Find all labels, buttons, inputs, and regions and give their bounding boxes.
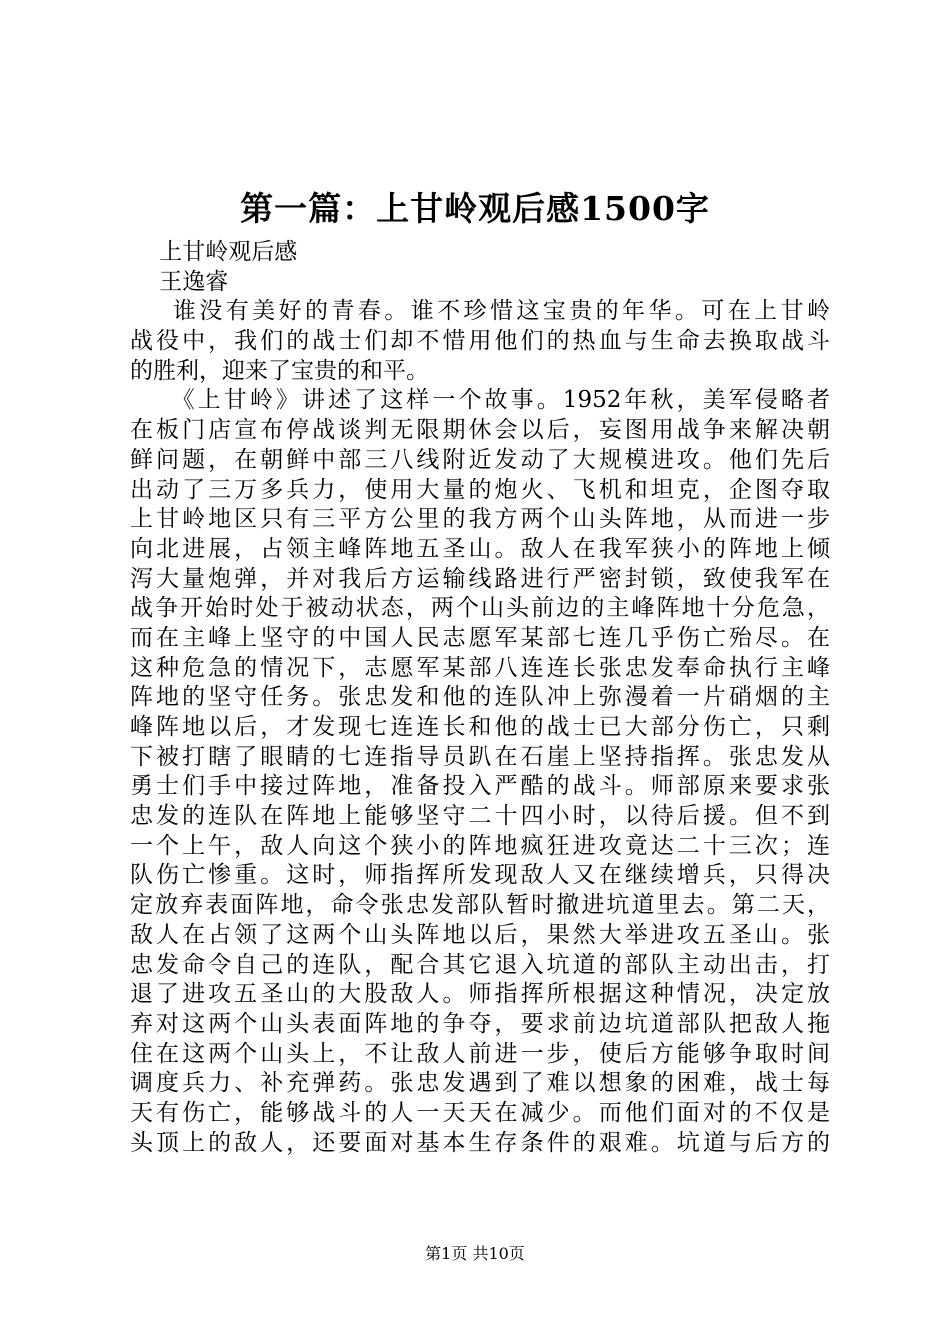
text-line: 而在主峰上坚守的中国人民志愿军某部七连几乎伤亡殆尽。在 <box>130 624 830 651</box>
text-line: 这种危急的情况下，志愿军某部八连连长张忠发奉命执行主峰 <box>130 654 830 681</box>
text-line: 头顶上的敌人，还要面对基本生存条件的艰难。坑道与后方的 <box>130 1129 830 1156</box>
text-line: 队伤亡惨重。这时，师指挥所发现敌人又在继续增兵，只得决 <box>130 862 830 889</box>
text-line: 的胜利，迎来了宝贵的和平。 <box>130 357 429 384</box>
text-line: 向北进展，占领主峰阵地五圣山。敌人在我军狭小的阵地上倾 <box>130 535 830 562</box>
text-line: 一个上午，敌人向这个狭小的阵地疯狂进攻竟达二十三次；连 <box>130 832 830 859</box>
text-line: 下被打瞎了眼睛的七连指导员趴在石崖上坚持指挥。张忠发从 <box>130 743 830 770</box>
text-line: 战争开始时处于被动状态，两个山头前边的主峰阵地十分危急， <box>130 595 830 622</box>
text-line: 勇士们手中接过阵地，准备投入严酷的战斗。师部原来要求张 <box>130 773 830 800</box>
text-line: 上甘岭观后感 <box>130 239 298 265</box>
page-footer: 第1页 共10页 <box>425 1244 525 1263</box>
text-line: 《上甘岭》讲述了这样一个故事。1952年秋，美军侵略者 <box>130 387 830 414</box>
text-line: 定放弃表面阵地，命令张忠发部队暂时撤进坑道里去。第二天， <box>130 892 830 919</box>
text-line: 住在这两个山头上，不让敌人前进一步，使后方能够争取时间 <box>130 1040 830 1067</box>
text-line: 天有伤亡，能够战斗的人一天天在减少。而他们面对的不仅是 <box>130 1099 830 1126</box>
text-line: 敌人在占领了这两个山头阵地以后，果然大举进攻五圣山。张 <box>130 921 830 948</box>
document-title: 第一篇：上甘岭观后感1500字 <box>240 189 710 228</box>
text-line: 谁没有美好的青春。谁不珍惜这宝贵的年华。可在上甘岭 <box>130 298 830 325</box>
text-line: 调度兵力、补充弹药。张忠发遇到了难以想象的困难，战士每 <box>130 1070 830 1097</box>
text-line: 鲜问题，在朝鲜中部三八线附近发动了大规模进攻。他们先后 <box>130 446 830 473</box>
text-line: 阵地的坚守任务。张忠发和他的连队冲上弥漫着一片硝烟的主 <box>130 684 830 711</box>
text-line: 王逸睿 <box>130 268 229 295</box>
text-line: 退了进攻五圣山的大股敌人。师指挥所根据这种情况，决定放 <box>130 981 830 1008</box>
text-line: 战役中，我们的战士们却不惜用他们的热血与生命去换取战斗 <box>130 328 830 355</box>
document-body <box>130 238 830 1158</box>
text-line: 峰阵地以后，才发现七连连长和他的战士已大部分伤亡，只剩 <box>130 714 830 740</box>
text-line: 出动了三万多兵力，使用大量的炮火、飞机和坦克，企图夺取 <box>130 476 830 503</box>
text-line: 弃对这两个山头表面阵地的争夺，要求前边坑道部队把敌人拖 <box>130 1010 830 1037</box>
text-line: 在板门店宣布停战谈判无限期休会以后，妄图用战争来解决朝 <box>130 417 830 444</box>
text-line: 忠发的连队在阵地上能够坚守二十四小时，以待后援。但不到 <box>130 803 830 830</box>
text-line: 上甘岭地区只有三平方公里的我方两个山头阵地，从而进一步 <box>130 506 830 533</box>
text-line: 泻大量炮弹，并对我后方运输线路进行严密封锁，致使我军在 <box>130 565 830 592</box>
text-line: 忠发命令自己的连队，配合其它退入坑道的部队主动出击，打 <box>130 951 830 978</box>
